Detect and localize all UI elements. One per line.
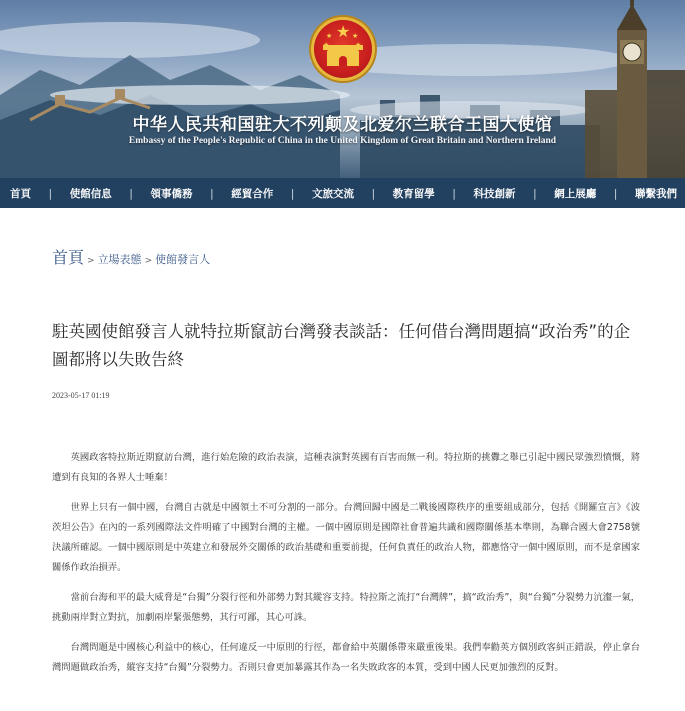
article-paragraph: 世界上只有一個中國，台灣自古就是中國領土不可分割的一部分。台灣回歸中國是二戰後國際秩序的重要組成部分，包括《開羅宣言》《波茨坦公告》在內的一系列國際法文件明確了中國對台灣的主權。一個中國原則是國際社會普遍共識和國際關係基本準則，為聯合國大會2758號決議所確認。一個中國原則是中英建立和發展外交關係的政治基礎和重要前提，任何負責任的政治人物，都應恪守一個中國原則，而不是拿國家關係作政治損弄。 bbox=[52, 502, 640, 573]
nav-separator: | bbox=[48, 186, 53, 200]
breadcrumb bbox=[52, 245, 210, 268]
nav-item-culture[interactable]: 文旅交流 bbox=[312, 187, 354, 200]
article-paragraph: 當前台海和平的最大威脅是“台獨”分裂行徑和外部勢力對其縱容支持。特拉斯之流打“台灣牌”，搞“政治秀”，與“台獨”分裂勢力沆瀣一氣，挑動兩岸對立對抗，加劇兩岸緊張態勢，其行可鄙，其心可誅。 bbox=[52, 592, 640, 623]
nav-item-education[interactable]: 教育留學 bbox=[392, 187, 435, 200]
article-paragraph: 英國政客特拉斯近期竄訪台灣，進行始危險的政治表演，這種表演對英國有百害而無一利。特拉斯的挑釁之舉已引起中國民眾強烈憤慨，將遭到有良知的各界人士唾棄！ bbox=[52, 452, 640, 483]
breadcrumb-link-spokesperson[interactable]: 使館發言人 bbox=[155, 253, 211, 266]
embassy-title-chinese: 中华人民共和国驻大不列颠及北爱尔兰联合王国大使馆 bbox=[132, 115, 553, 135]
breadcrumb-separator: > bbox=[144, 256, 153, 266]
nav-item-exhibition[interactable]: 網上展廳 bbox=[554, 187, 597, 200]
article-body bbox=[52, 448, 640, 688]
nav-item-science[interactable]: 科技創新 bbox=[473, 187, 516, 200]
breadcrumb-link-position[interactable]: 立場表態 bbox=[97, 253, 142, 266]
nav-item-home[interactable]: 首頁 bbox=[10, 187, 31, 200]
embassy-title-english: Embassy of the People's Republic of China in the United Kingdom of Great Britain and Northern Ireland bbox=[128, 136, 557, 146]
nav-item-consular[interactable]: 領事僑務 bbox=[150, 187, 193, 200]
article-date: 2023-05-17 01:19 bbox=[52, 391, 110, 400]
header-banner bbox=[0, 0, 685, 178]
nav-separator: | bbox=[613, 186, 618, 200]
nav-item-trade[interactable]: 經貿合作 bbox=[231, 187, 274, 200]
breadcrumb-home-link[interactable]: 首頁 bbox=[52, 248, 85, 267]
nav-separator: | bbox=[371, 186, 376, 200]
nav-separator: | bbox=[210, 186, 214, 200]
nav-separator: | bbox=[533, 186, 537, 200]
main-navigation bbox=[0, 178, 685, 208]
breadcrumb-separator: > bbox=[87, 256, 95, 266]
national-emblem-icon[interactable]: ★ ★ ★ bbox=[314, 20, 372, 78]
article-title: 駐英國使館發言人就特拉斯竄訪台灣發表談話：任何借台灣問題搞“政治秀”的企圖都將以失敗告終 bbox=[52, 322, 631, 369]
nav-item-embassy-info[interactable]: 使館信息 bbox=[69, 187, 112, 200]
nav-separator: | bbox=[452, 186, 456, 200]
nav-separator: | bbox=[129, 186, 133, 200]
article-paragraph: 台灣問題是中國核心利益中的核心，任何違反一中原則的行徑，都會給中英關係帶來嚴重後果。我們奉勸英方個別政客糾正錯誤，停止拿台灣問題做政治秀，縱容支持“台獨”分裂勢力。否則只會更加暴露其作為一名失敗政客的本質，受到中國人民更加強烈的反對。 bbox=[52, 642, 640, 673]
nav-item-contact[interactable]: 聯繫我們 bbox=[635, 187, 677, 200]
nav-separator: | bbox=[290, 186, 295, 200]
